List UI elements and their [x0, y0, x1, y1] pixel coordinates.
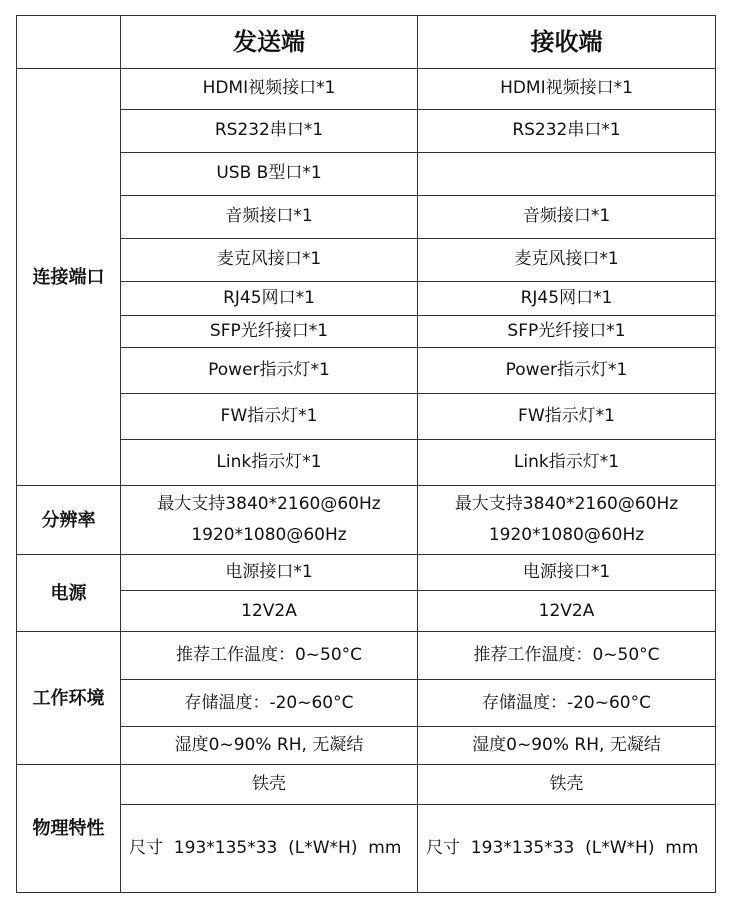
table-row [17, 486, 716, 555]
cell-receiver: 12V2A [418, 591, 716, 632]
table-row [17, 727, 716, 765]
cell-sender: RJ45网口*1 [121, 282, 418, 316]
table-row [17, 632, 716, 680]
table-row [17, 282, 716, 316]
header-corner [17, 16, 121, 69]
table-row [17, 394, 716, 440]
cell-receiver: 电源接口*1 [418, 555, 716, 591]
table-row [17, 348, 716, 394]
table-row [17, 765, 716, 805]
cell-receiver [418, 153, 716, 196]
table-row [17, 69, 716, 110]
cell-receiver: RS232串口*1 [418, 110, 716, 153]
cell-receiver: 尺寸 193*135*33 (L*W*H) mm [418, 805, 716, 893]
table-row [17, 239, 716, 282]
table-row [17, 196, 716, 239]
header-receiver: 接收端 [418, 16, 716, 69]
spec-table [16, 15, 716, 893]
header-sender: 发送端 [121, 16, 418, 69]
cell-sender [121, 486, 418, 555]
table-row [17, 316, 716, 348]
category-ports: 连接端口 [17, 69, 121, 486]
table-row [17, 680, 716, 727]
cell-sender: RS232串口*1 [121, 110, 418, 153]
cell-sender: SFP光纤接口*1 [121, 316, 418, 348]
cell-receiver: HDMI视频接口*1 [418, 69, 716, 110]
cell-sender: FW指示灯*1 [121, 394, 418, 440]
category-physical: 物理特性 [17, 765, 121, 893]
resolution-line: 1920*1080@60Hz [488, 525, 645, 546]
table-row [17, 591, 716, 632]
cell-receiver: SFP光纤接口*1 [418, 316, 716, 348]
cell-receiver: 铁壳 [418, 765, 716, 805]
table-row [17, 440, 716, 486]
cell-receiver: 湿度0~90% RH, 无凝结 [418, 727, 716, 765]
cell-receiver: 音频接口*1 [418, 196, 716, 239]
cell-sender: 音频接口*1 [121, 196, 418, 239]
cell-sender: Power指示灯*1 [121, 348, 418, 394]
cell-receiver: 存储温度：-20~60°C [418, 680, 716, 727]
table-row [17, 110, 716, 153]
table-row [17, 555, 716, 591]
resolution-line: 最大支持3840*2160@60Hz [157, 494, 381, 514]
cell-sender: 推荐工作温度：0~50°C [121, 632, 418, 680]
resolution-line: 最大支持3840*2160@60Hz [454, 494, 679, 514]
table-row [17, 153, 716, 196]
category-environment: 工作环境 [17, 632, 121, 765]
cell-sender: HDMI视频接口*1 [121, 69, 418, 110]
cell-receiver [418, 486, 716, 555]
cell-receiver: 麦克风接口*1 [418, 239, 716, 282]
resolution-line: 1920*1080@60Hz [191, 525, 347, 546]
header-row [17, 16, 716, 69]
cell-receiver: RJ45网口*1 [418, 282, 716, 316]
cell-sender: 存储温度：-20~60°C [121, 680, 418, 727]
cell-receiver: Link指示灯*1 [418, 440, 716, 486]
table-row [17, 805, 716, 893]
cell-receiver: FW指示灯*1 [418, 394, 716, 440]
cell-sender: Link指示灯*1 [121, 440, 418, 486]
cell-receiver: 推荐工作温度：0~50°C [418, 632, 716, 680]
category-power: 电源 [17, 555, 121, 632]
cell-sender: 湿度0~90% RH, 无凝结 [121, 727, 418, 765]
cell-sender: USB B型口*1 [121, 153, 418, 196]
category-resolution: 分辨率 [17, 486, 121, 555]
cell-sender: 麦克风接口*1 [121, 239, 418, 282]
cell-receiver: Power指示灯*1 [418, 348, 716, 394]
cell-sender: 铁壳 [121, 765, 418, 805]
cell-sender: 12V2A [121, 591, 418, 632]
cell-sender: 尺寸 193*135*33 (L*W*H) mm [121, 805, 418, 893]
cell-sender: 电源接口*1 [121, 555, 418, 591]
